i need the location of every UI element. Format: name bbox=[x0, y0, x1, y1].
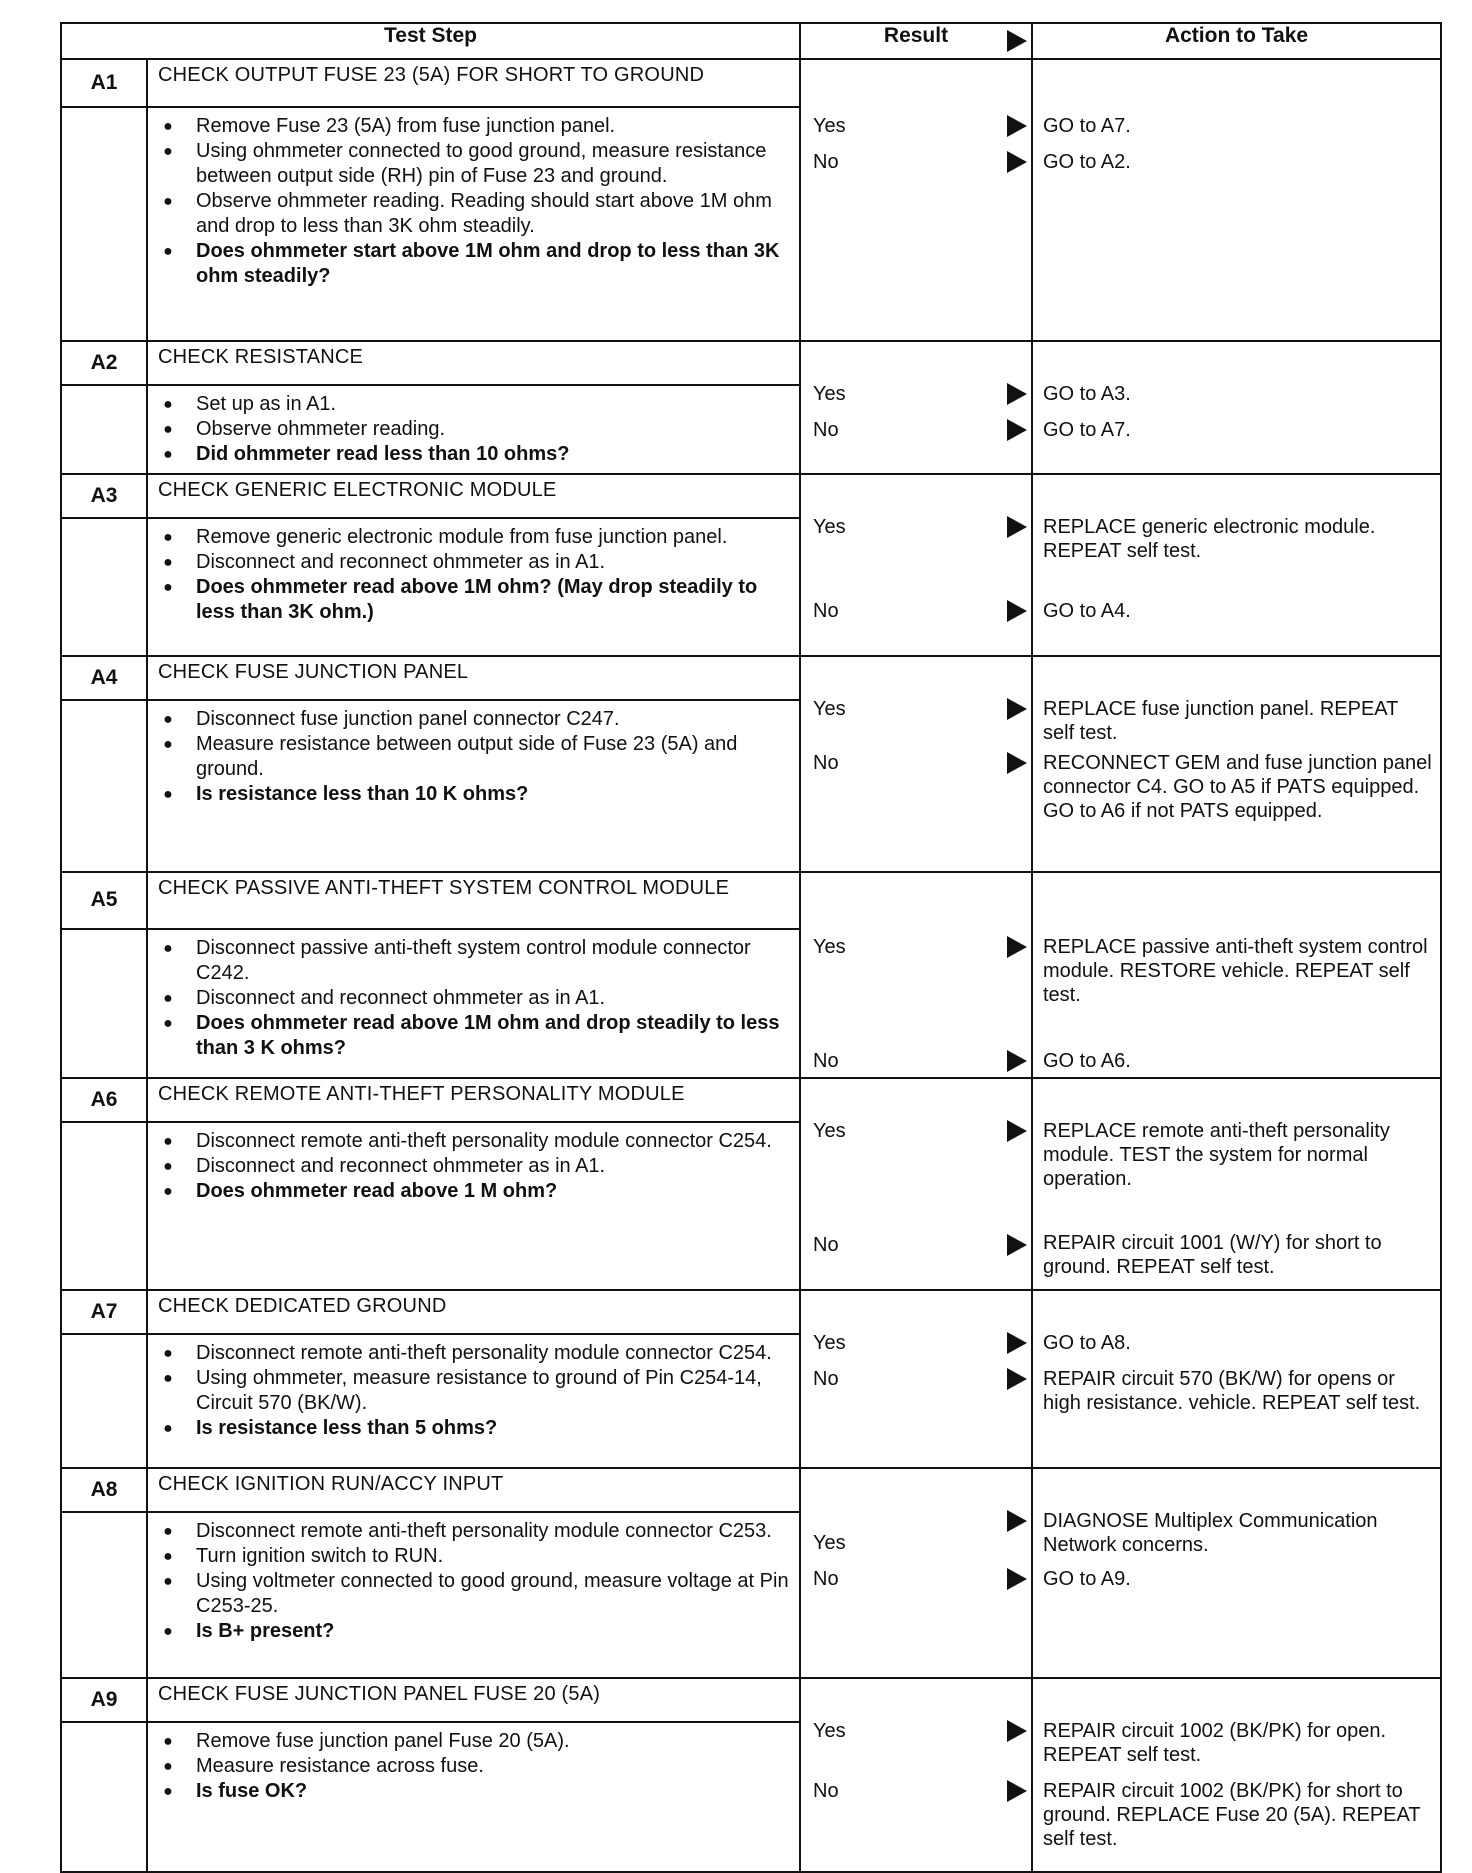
instruction-item: ● Using ohmmeter, measure resistance to ground of Pin C254-14, Circuit 570 (BK/W). bbox=[196, 1366, 791, 1416]
step-instructions bbox=[147, 107, 800, 341]
step-results bbox=[800, 1290, 1032, 1468]
result-label: Yes bbox=[813, 115, 846, 137]
arrow-right-icon bbox=[1007, 115, 1027, 137]
result-label: No bbox=[813, 1234, 839, 1256]
diagnostic-document bbox=[60, 22, 1440, 1873]
arrow-right-icon bbox=[1007, 1568, 1027, 1590]
result-label: No bbox=[813, 1780, 839, 1802]
result-label: No bbox=[813, 419, 839, 441]
arrow-right-icon bbox=[1007, 1720, 1027, 1742]
step-id-spacer bbox=[61, 929, 147, 1078]
test-question: ● Did ohmmeter read less than 10 ohms? bbox=[196, 442, 791, 467]
instruction-item: ● Disconnect and reconnect ohmmeter as in A1. bbox=[196, 550, 791, 575]
result-label: Yes bbox=[813, 516, 846, 538]
arrow-right-icon bbox=[1007, 1332, 1027, 1354]
step-actions bbox=[1032, 1290, 1441, 1468]
step-title: CHECK DEDICATED GROUND bbox=[147, 1290, 800, 1334]
step-id: A9 bbox=[61, 1678, 147, 1722]
result-label: Yes bbox=[813, 1532, 846, 1554]
step-actions bbox=[1032, 1468, 1441, 1678]
step-actions bbox=[1032, 341, 1441, 474]
step-actions bbox=[1032, 1078, 1441, 1290]
step-row-a9 bbox=[61, 1678, 1441, 1722]
instruction-list bbox=[158, 1519, 791, 1644]
step-row-a7 bbox=[61, 1290, 1441, 1334]
test-question: ● Is resistance less than 10 K ohms? bbox=[196, 782, 791, 807]
step-id-spacer bbox=[61, 518, 147, 656]
step-id-spacer bbox=[61, 1334, 147, 1468]
instruction-list bbox=[158, 1729, 791, 1804]
instruction-item: ● Observe ohmmeter reading. bbox=[196, 417, 791, 442]
step-id: A6 bbox=[61, 1078, 147, 1122]
instruction-item: ● Disconnect and reconnect ohmmeter as in A1. bbox=[196, 986, 791, 1011]
action-text: REPLACE generic electronic module. REPEAT self test. bbox=[1043, 516, 1376, 562]
result-label: Yes bbox=[813, 1332, 846, 1354]
arrow-right-icon bbox=[1007, 698, 1027, 720]
step-actions bbox=[1032, 474, 1441, 656]
step-results bbox=[800, 474, 1032, 656]
action-text: GO to A7. bbox=[1043, 419, 1131, 441]
result-label: No bbox=[813, 1050, 839, 1072]
action-text: RECONNECT GEM and fuse junction panel connector C4. GO to A5 if PATS equipped. GO to A6 if not PATS equipped. bbox=[1043, 752, 1432, 822]
arrow-right-icon bbox=[1007, 1368, 1027, 1390]
step-row-a6 bbox=[61, 1078, 1441, 1122]
instruction-item: ● Remove fuse junction panel Fuse 20 (5A). bbox=[196, 1729, 791, 1754]
arrow-right-icon bbox=[1007, 936, 1027, 958]
step-id-spacer bbox=[61, 700, 147, 872]
instruction-item: ● Measure resistance between output side of Fuse 23 (5A) and ground. bbox=[196, 732, 791, 782]
step-title: CHECK FUSE JUNCTION PANEL FUSE 20 (5A) bbox=[147, 1678, 800, 1722]
instruction-list bbox=[158, 936, 791, 1061]
result-label: Yes bbox=[813, 1720, 846, 1742]
arrow-right-icon bbox=[1007, 1234, 1027, 1256]
action-text: GO to A8. bbox=[1043, 1332, 1131, 1354]
action-text: GO to A6. bbox=[1043, 1050, 1131, 1072]
arrow-right-icon bbox=[1007, 419, 1027, 441]
table-header-row bbox=[61, 23, 1441, 59]
step-id: A5 bbox=[61, 872, 147, 929]
step-row-a5 bbox=[61, 872, 1441, 929]
instruction-list bbox=[158, 1341, 791, 1441]
step-id-spacer bbox=[61, 1512, 147, 1678]
step-id: A8 bbox=[61, 1468, 147, 1512]
action-text: GO to A2. bbox=[1043, 151, 1131, 173]
step-id: A3 bbox=[61, 474, 147, 518]
step-actions bbox=[1032, 872, 1441, 1078]
instruction-item: ● Turn ignition switch to RUN. bbox=[196, 1544, 791, 1569]
step-title: CHECK RESISTANCE bbox=[147, 341, 800, 385]
step-title: CHECK IGNITION RUN/ACCY INPUT bbox=[147, 1468, 800, 1512]
arrow-right-icon bbox=[1007, 1050, 1027, 1072]
step-id-spacer bbox=[61, 1122, 147, 1290]
action-text: GO to A3. bbox=[1043, 383, 1131, 405]
arrow-right-icon bbox=[1007, 516, 1027, 538]
action-text: REPLACE remote anti-theft personality module. TEST the system for normal operation. bbox=[1043, 1120, 1390, 1190]
arrow-right-icon bbox=[1007, 383, 1027, 405]
result-label: No bbox=[813, 151, 839, 173]
result-label: No bbox=[813, 752, 839, 774]
instruction-item: ● Disconnect remote anti-theft personality module connector C254. bbox=[196, 1341, 791, 1366]
action-text: DIAGNOSE Multiplex Communication Network concerns. bbox=[1043, 1510, 1378, 1556]
step-title: CHECK PASSIVE ANTI-THEFT SYSTEM CONTROL MODULE bbox=[147, 872, 800, 929]
step-id-spacer bbox=[61, 385, 147, 474]
step-title: CHECK REMOTE ANTI-THEFT PERSONALITY MODULE bbox=[147, 1078, 800, 1122]
step-results bbox=[800, 1678, 1032, 1872]
action-text: REPAIR circuit 570 (BK/W) for opens or high resistance. vehicle. REPEAT self test. bbox=[1043, 1368, 1421, 1414]
arrow-right-icon bbox=[1007, 1510, 1027, 1532]
step-row-a4 bbox=[61, 656, 1441, 700]
result-label: No bbox=[813, 600, 839, 622]
step-id-spacer bbox=[61, 107, 147, 341]
step-instructions bbox=[147, 518, 800, 656]
result-label: Yes bbox=[813, 1120, 846, 1142]
step-id: A2 bbox=[61, 341, 147, 385]
step-id: A4 bbox=[61, 656, 147, 700]
instruction-item: ● Measure resistance across fuse. bbox=[196, 1754, 791, 1779]
step-row-a8 bbox=[61, 1468, 1441, 1512]
arrow-right-icon bbox=[1007, 1120, 1027, 1142]
header-action: Action to Take bbox=[1032, 23, 1441, 59]
instruction-item: ● Observe ohmmeter reading. Reading should start above 1M ohm and drop to less than 3K ohm steadily. bbox=[196, 189, 791, 239]
result-label: Yes bbox=[813, 936, 846, 958]
step-instructions bbox=[147, 929, 800, 1078]
step-results bbox=[800, 872, 1032, 1078]
step-actions bbox=[1032, 59, 1441, 341]
header-result bbox=[800, 23, 1032, 59]
action-text: REPLACE fuse junction panel. REPEAT self test. bbox=[1043, 698, 1398, 744]
result-label: Yes bbox=[813, 698, 846, 720]
instruction-item: ● Using voltmeter connected to good ground, measure voltage at Pin C253-25. bbox=[196, 1569, 791, 1619]
step-id: A7 bbox=[61, 1290, 147, 1334]
test-question: ● Does ohmmeter read above 1M ohm? (May drop steadily to less than 3K ohm.) bbox=[196, 575, 791, 625]
instruction-list bbox=[158, 114, 791, 289]
instruction-list bbox=[158, 707, 791, 807]
test-question: ● Is fuse OK? bbox=[196, 1779, 791, 1804]
instruction-item: ● Disconnect and reconnect ohmmeter as in A1. bbox=[196, 1154, 791, 1179]
action-text: REPAIR circuit 1001 (W/Y) for short to ground. REPEAT self test. bbox=[1043, 1232, 1382, 1278]
step-row-a3 bbox=[61, 474, 1441, 518]
step-results bbox=[800, 1468, 1032, 1678]
result-label: No bbox=[813, 1368, 839, 1390]
action-text: GO to A7. bbox=[1043, 115, 1131, 137]
action-text: REPLACE passive anti-theft system control module. RESTORE vehicle. REPEAT self test. bbox=[1043, 936, 1428, 1006]
result-label: Yes bbox=[813, 383, 846, 405]
instruction-list bbox=[158, 392, 791, 467]
step-title: CHECK OUTPUT FUSE 23 (5A) FOR SHORT TO GROUND bbox=[147, 59, 800, 107]
arrow-right-icon bbox=[1007, 1780, 1027, 1802]
test-question: ● Does ohmmeter read above 1M ohm and drop steadily to less than 3 K ohms? bbox=[196, 1011, 791, 1061]
test-question: ● Is B+ present? bbox=[196, 1619, 791, 1644]
test-question: ● Does ohmmeter read above 1 M ohm? bbox=[196, 1179, 791, 1204]
step-row-a2 bbox=[61, 341, 1441, 385]
step-results bbox=[800, 341, 1032, 474]
test-question: ● Is resistance less than 5 ohms? bbox=[196, 1416, 791, 1441]
instruction-item: ● Disconnect remote anti-theft personality module connector C253. bbox=[196, 1519, 791, 1544]
instruction-item: ● Using ohmmeter connected to good ground, measure resistance between output side (RH) pin of Fuse 23 and ground. bbox=[196, 139, 791, 189]
instruction-list bbox=[158, 525, 791, 625]
step-id-spacer bbox=[61, 1722, 147, 1872]
step-instructions bbox=[147, 1722, 800, 1872]
instruction-item: ● Remove generic electronic module from fuse junction panel. bbox=[196, 525, 791, 550]
step-id: A1 bbox=[61, 59, 147, 107]
pinpoint-test-table bbox=[60, 22, 1442, 1873]
instruction-item: ● Remove Fuse 23 (5A) from fuse junction panel. bbox=[196, 114, 791, 139]
arrow-right-icon bbox=[1007, 30, 1027, 52]
action-text: REPAIR circuit 1002 (BK/PK) for short to ground. REPLACE Fuse 20 (5A). REPEAT self test. bbox=[1043, 1780, 1421, 1850]
step-actions bbox=[1032, 656, 1441, 872]
step-row-a1 bbox=[61, 59, 1441, 107]
action-text: REPAIR circuit 1002 (BK/PK) for open. REPEAT self test. bbox=[1043, 1720, 1387, 1766]
arrow-right-icon bbox=[1007, 151, 1027, 173]
step-instructions bbox=[147, 1334, 800, 1468]
header-result-label: Result bbox=[883, 24, 949, 47]
arrow-right-icon bbox=[1007, 600, 1027, 622]
arrow-right-icon bbox=[1007, 752, 1027, 774]
result-label: No bbox=[813, 1568, 839, 1590]
instruction-item: ● Set up as in A1. bbox=[196, 392, 791, 417]
step-results bbox=[800, 656, 1032, 872]
header-test-step: Test Step bbox=[61, 23, 800, 59]
step-instructions bbox=[147, 700, 800, 872]
test-question: ● Does ohmmeter start above 1M ohm and drop to less than 3K ohm steadily? bbox=[196, 239, 791, 289]
step-results bbox=[800, 1078, 1032, 1290]
step-title: CHECK FUSE JUNCTION PANEL bbox=[147, 656, 800, 700]
instruction-item: ● Disconnect fuse junction panel connector C247. bbox=[196, 707, 791, 732]
step-actions bbox=[1032, 1678, 1441, 1872]
action-text: GO to A9. bbox=[1043, 1568, 1131, 1590]
instruction-item: ● Disconnect remote anti-theft personality module connector C254. bbox=[196, 1129, 791, 1154]
action-text: GO to A4. bbox=[1043, 600, 1131, 622]
step-instructions bbox=[147, 1122, 800, 1290]
step-instructions bbox=[147, 385, 800, 474]
step-title: CHECK GENERIC ELECTRONIC MODULE bbox=[147, 474, 800, 518]
step-results bbox=[800, 59, 1032, 341]
instruction-item: ● Disconnect passive anti-theft system control module connector C242. bbox=[196, 936, 791, 986]
instruction-list bbox=[158, 1129, 791, 1204]
step-instructions bbox=[147, 1512, 800, 1678]
